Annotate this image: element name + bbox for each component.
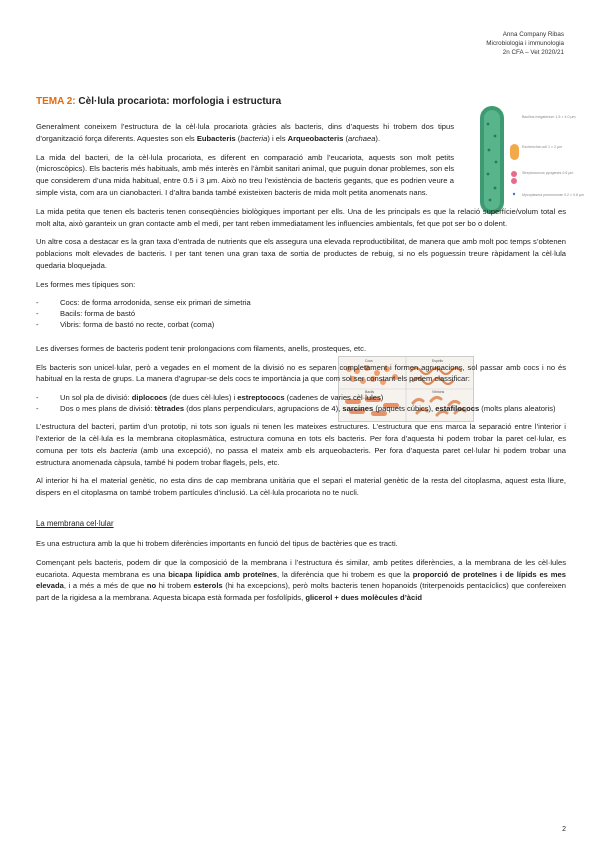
paragraph-1: Generalment coneixem l’estructura de la cèl·lula procariota gràcies als bacteris, dins d’aquests hi trobem dos tipus d’organització força diferents. Aquestes son els Eubacteris (bacteria) i els Arqueobacteris (archaea). [36,122,454,143]
size-label-3: Streptococcus pyogenes 0.6 μm [522,171,574,175]
list-item: - Vibris: forma de bastó no recte, corbat (coma) [36,319,566,330]
shape-label-espirils: Espirils [432,359,443,363]
topic-number: TEMA 2: [36,96,76,107]
list-item: - Cocs: de forma arrodonida, sense eix primari de simetria [36,297,566,308]
size-label-4: Mycoplasma pneumoniae 0.2 × 0.8 μm [522,193,585,197]
list-item: - Un sol pla de divisió: diplococs (de dues cèl·lules) i estreptococs (cadenes de varies cèl·lules) [36,392,566,403]
paragraph-7: L’estructura del bacteri, partim d’un prototip, ni tots son iguals ni tenen les mateixes estructures. L’estructura que ens marca la separació entre l’interior i l’exterior de la cèl·lula es la membrana citoplasmàtica, estructura comuna en tots els bacteris. Per fora d’aquesta hi podem trobar la paret cel·lular, es comuna per tots els bacteria (amb una excepció), no passa el mateix amb els arqueobacteris. Per fora d’aquesta paret cel·lular hi podem trobar una estructura anomenada càpsula, també hi podem trobar flagels, pels, etc. [36,422,566,467]
paragraph-5: Les diverses formes de bacteris podent tenir prolongacions com filaments, anells, prosteques, etc. [36,343,367,353]
forms-intro: Les formes mes típiques son: [36,279,136,289]
list-item: - Bacils: forma de bastó [36,308,566,319]
document-header [486,30,564,57]
paragraph-3: La mida petita que tenen els bacteris tenen conseqüències biològiques important per ells. Una de les principals es que la relació superfície/volum total es molt alta, això garanteix un gran contacte amb el medi, per tant reben immediatament les influencies ambientals, fet que pot ser bo o dolent. [36,206,566,228]
paragraph-10: Començant pels bacteris, podem dir que la composició de la membrana i l’estructura és similar, amb petites diferències, a la membrana de les cèl·lules eucariota. Aquesta membrana es una bicapa lipídica amb proteïnes, la diferència que hi trobem es que la proporció de proteïnes i de lípids es mes elevada, i a més a més de que no hi trobem esterols (hi ha excepcions), però molts bacteris tenen hopanoids (triterpenoids pentacíclics) que confereixen part de la rigidesa a la membrana. Aquesta bicapa està formada per fosfolípids, glicerol + dues molècules d’àcid [36,557,566,603]
document-body [36,96,566,611]
groups-list [36,392,566,414]
paragraph-8: Al interior hi ha el material genètic, no esta dins de cap membrana unitària que el separi el material genètic de la resta del citoplasma, aquest esta lliure, dispers en el citoplasma on també trobem partícules d’inclusió. La cèl·lula procariota no te nucli. [36,476,566,498]
paragraph-6: Els bacteris son unicel·lular, però a vegades en el moment de la divisió no es separen completament i formen agrupacions, sol passar amb cocs i no és habitual en la resta de grups. La manera d’agrupar-se dels cocs te importància ja que com sol ser constant els podem classificar: [36,362,566,384]
subject: Microbiologia i immunologia [486,40,564,47]
course: 2n CFA – Vet 2020/21 [502,49,564,56]
section-heading: La membrana cel·lular [36,518,114,528]
author: Anna Company Ribas [502,31,564,38]
forms-section [36,279,566,343]
topic-title: Cèl·lula procariota: morfologia i estructura [78,96,282,107]
size-label-1: Bacillus megaterium 1.5 × 4.0 μm [522,115,576,119]
forms-list [36,297,566,330]
paragraph-9: Es una estructura amb la que hi trobem diferències importants en funció del tipus de bactèries que es tracti. [36,538,398,548]
shape-label-vibrions: Vibrions [432,390,445,394]
paragraph-2: La mida del bacteri, de la cèl·lula procariota, es diferent en comparació amb l’eucariota, aquests son molt petits (microscòpics). Els bacteris més habituals, amb més interès en l’àmbit sanitari animal, que puguin donar problemes, son els que considerem d’una mida habitual, entre 0.5 i 3 μm. Això no treu l’existència de bacteris gegants, que es podrien veure a simple vista, com ara un cianobacteri. I d’altra banda també existeixen bacteris de mida molt petita anomenats nans. [36,152,454,197]
size-label-2: Escherichia coli 1 × 2 μm [522,145,563,149]
paragraph-4: Un altre cosa a destacar es la gran taxa d’entrada de nutrients que els assegura una elevada reproductibilitat, de manera que amb molt poc temps s’obtenen poblacions molt elevades de bacteris. I per tant tenen una gran taxa de sortia de productes de rebuig, si no els poguessin treure ràpidament la cèl·lula quedaria bloquejada. [36,237,566,270]
page-number: 2 [562,826,566,833]
shape-label-bacils: Bacils [365,390,375,394]
page-title [36,96,566,107]
list-item: - Dos o mes plans de divisió: tètrades (dos plans perpendiculars, agrupacions de 4), sarcines (paquets cúbics), estafilococs (molts plans aleatoris) [36,403,566,414]
shape-label-cocs: Cocs [365,359,373,363]
